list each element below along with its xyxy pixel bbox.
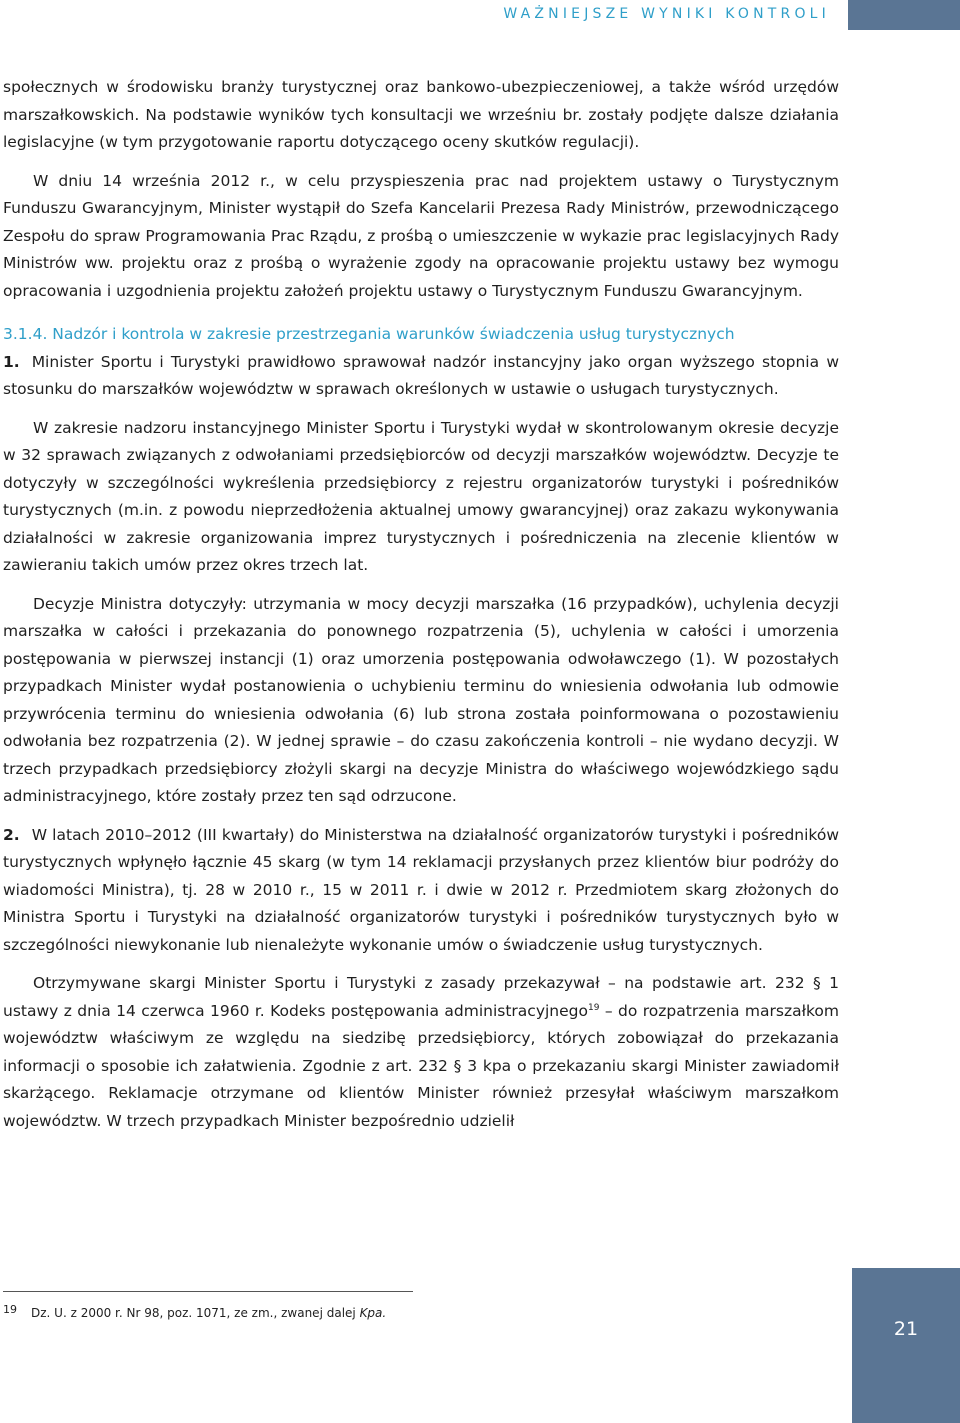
point-1-text: Minister Sportu i Turystyki prawidłowo sprawował nadzór instancyjny jako organ wyższego stopnia w stosunku do marszałków województw w sprawach określonych w ustawie o usługach turystycznych. — [3, 352, 839, 398]
page-number-block — [852, 1268, 960, 1423]
running-header: WAŻNIEJSZE WYNIKI KONTROLI — [503, 6, 830, 22]
paragraph-decisions: Decyzje Ministra dotyczyły: utrzymania w mocy decyzji marszałka (16 przypadków), uchylenia decyzji marszałka w całości i przekazania do ponownego rozpatrzenia (5), uchylenia w całości i umorzenia postępowania w pierwszej instancji (1) oraz umorzenia postępowania odwoławczego (1). W pozostałych przypadkach Minister wydał postanowienia o uchybieniu terminu do wniesienia odwołania lub odmowie przywrócenia terminu do wniesienia odwołania (6) lub strona została poinformowana o pozostawieniu odwołania bez rozpatrzenia (2). W jednej sprawie – do czasu zakończenia kontroli – nie wydano decyzji. W trzech przypadkach przedsiębiorcy złożyli skargi na decyzje Ministra do właściwego wojewódzkiego sądu administracyjnego, które zostały przez ten sąd odrzucone. — [3, 594, 839, 805]
section-heading: 3.1.4. Nadzór i kontrola w zakresie przestrzegania warunków świadczenia usług turystycznych — [3, 325, 735, 343]
complaints-text-a: Otrzymywane skargi Minister Sportu i Turystyki z zasady przekazywał – na podstawie art. 232 § 1 ustawy z dnia 14 czerwca 1960 r. Kodeks postępowania administracyjnego — [3, 974, 839, 1020]
footnote-ref: 19 — [587, 1002, 600, 1013]
footnote-text: Dz. U. z 2000 r. Nr 98, poz. 1071, ze zm., zwanej dalej — [31, 1306, 360, 1320]
footnote-divider — [3, 1291, 413, 1292]
footnote — [3, 1303, 386, 1320]
header-color-block — [848, 0, 960, 30]
paragraph-point-2 — [3, 822, 839, 960]
page-number: 21 — [893, 1318, 919, 1340]
paragraph-legislation: W dniu 14 września 2012 r., w celu przyspieszenia prac nad projektem ustawy o Turystycznym Funduszu Gwarancyjnym, Minister wystąpił do Szefa Kancelarii Prezesa Rady Ministrów, przewodniczącego Zespołu do spraw Programowania Prac Rządu, z prośbą o umieszczenie w wykazie prac legislacyjnych Rady Ministrów ww. projektu oraz z prośbą o wyrażenie zgody na opracowanie projektu ustawy bez wymogu opracowania i uzgodnienia projektu założeń projektu ustawy o Turystycznym Funduszu Gwarancyjnym. — [3, 171, 840, 300]
point-number-2: 2. — [3, 825, 20, 844]
point-2-text: W latach 2010–2012 (III kwartały) do Ministerstwa na działalność organizatorów turystyki i pośredników turystycznych wpłynęło łącznie 45 skarg (w tym 14 reklamacji przysłanych przez klientów biur podróży do wiadomości Ministra), tj. 28 w 2010 r., 15 w 2011 r. i dwie w 2012 r. Przedmiotem skarg złożonych do Ministra Sportu i Turystyki na działalność organizatorów turystyki i pośredników turystycznych było w szczególności niewykonanie lub nienależyte wykonanie umów o świadczenie usług turystycznych. — [3, 825, 839, 954]
paragraph-point-1 — [3, 349, 839, 404]
complaints-text-b: – do rozpatrzenia marszałkom województw właściwym ze względu na siedzibę przedsiębiorcy, których zobowiązał do przekazania informacji o sposobie ich załatwienia. Zgodnie z art. 232 § 3 kpa o przekazaniu skargi Minister zawiadomił skarżącego. Reklamacje otrzymane od klientów Minister również przesyłał właściwym marszałkom województw. W trzech przypadkach Minister bezpośrednio udzielił — [3, 1001, 839, 1130]
footnote-number: 19 — [3, 1303, 17, 1316]
footnote-italic: Kpa. — [359, 1306, 387, 1320]
paragraph-complaints — [3, 970, 839, 1135]
point-number-1: 1. — [3, 352, 20, 371]
paragraph-continuation: społecznych w środowisku branży turystycznej oraz bankowo-ubezpieczeniowej, a także wśród urzędów marszałkowskich. Na podstawie wyników tych konsultacji we wrześniu br. zostały podjęte dalsze działania legislacyjne (w tym przygotowanie raportu dotyczącego oceny skutków regulacji). — [3, 78, 839, 151]
main-content — [3, 74, 839, 1135]
paragraph-supervision: W zakresie nadzoru instancyjnego Minister Sportu i Turystyki wydał w skontrolowanym okresie decyzje w 32 sprawach związanych z odwołaniami przedsiębiorców od decyzji marszałków województw. Decyzje te dotyczyły w szczególności wykreślenia przedsiębiorcy z rejestru organizatorów turystyki i pośredników turystycznych (m.in. z powodu nieprzedłożenia aktualnej umowy gwarancyjnej) oraz zakazu wykonywania działalności w zakresie organizowania imprez turystycznych i pośredniczenia na zlecenie klientów w zawieraniu takich umów przez okres trzech lat. — [3, 418, 839, 574]
